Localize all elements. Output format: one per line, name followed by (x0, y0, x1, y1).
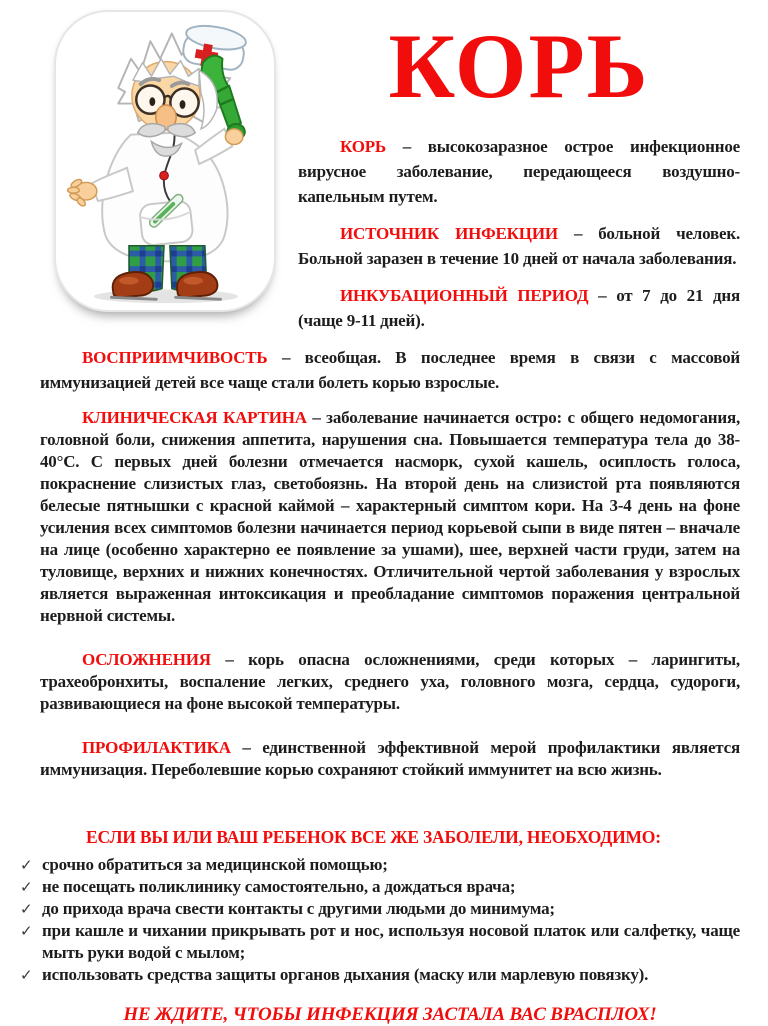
page-title: КОРЬ (388, 15, 650, 117)
heading-complications: ОСЛОЖНЕНИЯ (82, 650, 211, 669)
list-item-text: при кашле и чихании прикрывать рот и нос, используя носовой платок или салфетку, чаще мыть руки водой с мылом; (42, 921, 740, 962)
text-clinical: – заболевание начинается остро: с общего недомогания, головной боли, снижения аппетита, нарушения сна. Повышается температура тела до 38-40°С. С первых дней болезни отмечается насморк, сухой кашель, осиплость голоса, покраснение слизистых глаз, светобоязнь. На второй день на слизистой рта появляются белесые пятнышки с красной каймой – характерный симптом кори. На 3-4 день на фоне усиления всех симптомов болезни начинается период корьевой сыпи в виде пятен – вначале на лице (особенно характерно ее появление за ушами), шее, верхней части груди, затем на туловище, верхних и нижних конечностях. Отличительной чертой заболевания у взрослых является выраженная интоксикация и преобладание симптомов поражения центральной нервной системы. (40, 408, 740, 625)
heading-source: ИСТОЧНИК ИНФЕКЦИИ (340, 224, 558, 243)
heading-clinical: КЛИНИЧЕСКАЯ КАРТИНА (82, 408, 307, 427)
text-incubation: – от 7 до 21 дня (чаще 9-11 дней). (298, 286, 740, 330)
list-item (20, 964, 740, 986)
list-item-text: до прихода врача свести контакты с другими людьми до минимума; (42, 899, 555, 918)
checkmark-icon: ✓ (20, 922, 33, 940)
checkmark-icon: ✓ (20, 966, 33, 984)
advice-heading: ЕСЛИ ВЫ ИЛИ ВАШ РЕБЕНОК ВСЕ ЖЕ ЗАБОЛЕЛИ, НЕОБХОДИМО: (86, 827, 661, 847)
list-item (20, 898, 740, 920)
text-prevention: – единственной эффективной мерой профилактики является иммунизация. Переболевшие корью сохраняют стойкий иммунитет на всю жизнь. (40, 738, 740, 779)
advice-section (20, 827, 740, 986)
paragraph-complications (40, 649, 740, 715)
paragraph-prevention (40, 737, 740, 781)
footer-warning: НЕ ЖДИТЕ, ЧТОБЫ ИНФЕКЦИЯ ЗАСТАЛА ВАС ВРАСПЛОХ! (123, 1004, 657, 1025)
text-complications: – корь опасна осложнениями, среди которых – ларингиты, трахеобронхиты, воспаление легких, среднего уха, головного мозга, сердца, судороги, развивающиеся на фоне высокой температуры. (40, 650, 740, 713)
checkmark-icon: ✓ (20, 878, 33, 896)
heading-incubation: ИНКУБАЦИОННЫЙ ПЕРИОД (340, 286, 589, 305)
paragraph-susceptibility (40, 345, 740, 395)
list-item-text: срочно обратиться за медицинской помощью; (42, 855, 388, 874)
paragraph-clinical (40, 407, 740, 627)
list-item-text: не посещать поликлинику самостоятельно, а дождаться врача; (42, 877, 516, 896)
heading-definition: КОРЬ (340, 137, 386, 156)
list-item (20, 854, 740, 876)
doctor-cartoon-image (54, 10, 276, 312)
heading-susceptibility: ВОСПРИИМЧИВОСТЬ (82, 348, 268, 367)
list-item-text: использовать средства защиты органов дыхания (маску или марлевую повязку). (42, 965, 649, 984)
checkmark-icon: ✓ (20, 900, 33, 918)
list-item (20, 920, 740, 964)
cartoon-doctor-illustration (56, 12, 274, 310)
checkmark-icon: ✓ (20, 856, 33, 874)
text-definition: – высокозаразное острое инфекционное вирусное заболевание, передающееся воздушно-капельным путем. (298, 137, 740, 206)
heading-prevention: ПРОФИЛАКТИКА (82, 738, 231, 757)
list-item (20, 876, 740, 898)
text-susceptibility: – всеобщая. В последнее время в связи с массовой иммунизацией детей все чаще стали болеть корью взрослые. (40, 348, 740, 392)
text-source: – больной человек. Больной заразен в течение 10 дней от начала заболевания. (298, 224, 740, 268)
